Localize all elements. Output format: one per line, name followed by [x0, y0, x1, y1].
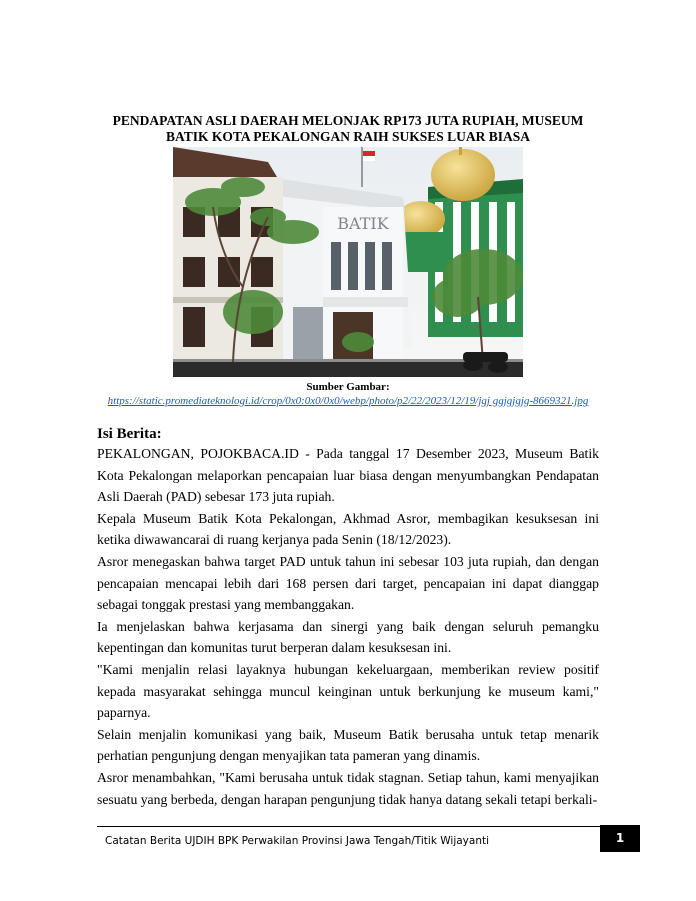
article-paragraph: "Kami menjalin relasi layaknya hubungan kekeluargaan, memberikan review positif kepada masyarakat sehingga muncul keinginan untuk berkunjung ke museum kami," paparnya. — [97, 661, 599, 721]
article-paragraph: Ia menjelaskan bahwa kerjasama dan sinergi yang baik dengan seluruh pemangku kepentingan dan komunitas turut berperan dalam kesuksesan ini. — [97, 618, 599, 656]
article-paragraph: PEKALONGAN, POJOKBACA.ID - Pada tanggal 17 Desember 2023, Museum Batik Kota Pekalongan melaporkan pencapaian luar biasa dengan menyumbangkan Pendapatan Asli Daerah (PAD) sebesar 173 juta rupiah. — [97, 446, 599, 505]
section-heading: Isi Berita: — [97, 426, 162, 442]
article-paragraph: Selain menjalin komunikasi yang baik, Museum Batik berusaha untuk tetap menarik perhatian pengunjung dengan menyajikan tata pameran yang dinamis. — [97, 726, 599, 764]
article-paragraph: Kepala Museum Batik Kota Pekalongan, Akhmad Asror, membagikan kesuksesan ini ketika diwawancarai di ruang kerjanya pada Senin (18/12/2023). — [97, 510, 599, 548]
image-source-label: Sumber Gambar: — [306, 381, 390, 393]
footer-divider — [97, 826, 640, 827]
building-sign: BATIK — [337, 214, 389, 233]
article-paragraph: Asror menambahkan, "Kami berusaha untuk tidak stagnan. Setiap tahun, kami menyajikan sesuatu yang berbeda, dengan harapan pengunjung tidak hanya datang sekali tetapi berkali- — [97, 769, 599, 807]
article-body — [97, 443, 599, 810]
page-number: 1 — [600, 825, 640, 852]
image-source-link[interactable]: https://static.promediateknologi.id/crop/0x0:0x0/0x0/webp/photo/p2/22/2023/12/19/jgj ggjgjgjg-8669321.jpg — [107, 395, 589, 407]
museum-photo — [173, 147, 523, 377]
footer-text: Catatan Berita UJDIH BPK Perwakilan Provinsi Jawa Tengah/Titik Wijayanti — [105, 835, 490, 847]
article-paragraph: Asror menegaskan bahwa target PAD untuk tahun ini sebesar 103 juta rupiah, dan dengan pencapaian mencapai lebih dari 168 persen dari target, pencapaian ini dapat dianggap sebagai tonggak prestasi yang membanggakan. — [97, 553, 599, 613]
article-title: PENDAPATAN ASLI DAERAH MELONJAK RP173 JUTA RUPIAH, MUSEUM BATIK KOTA PEKALONGAN RAIH SUKSES LUAR BIASA — [112, 113, 584, 144]
